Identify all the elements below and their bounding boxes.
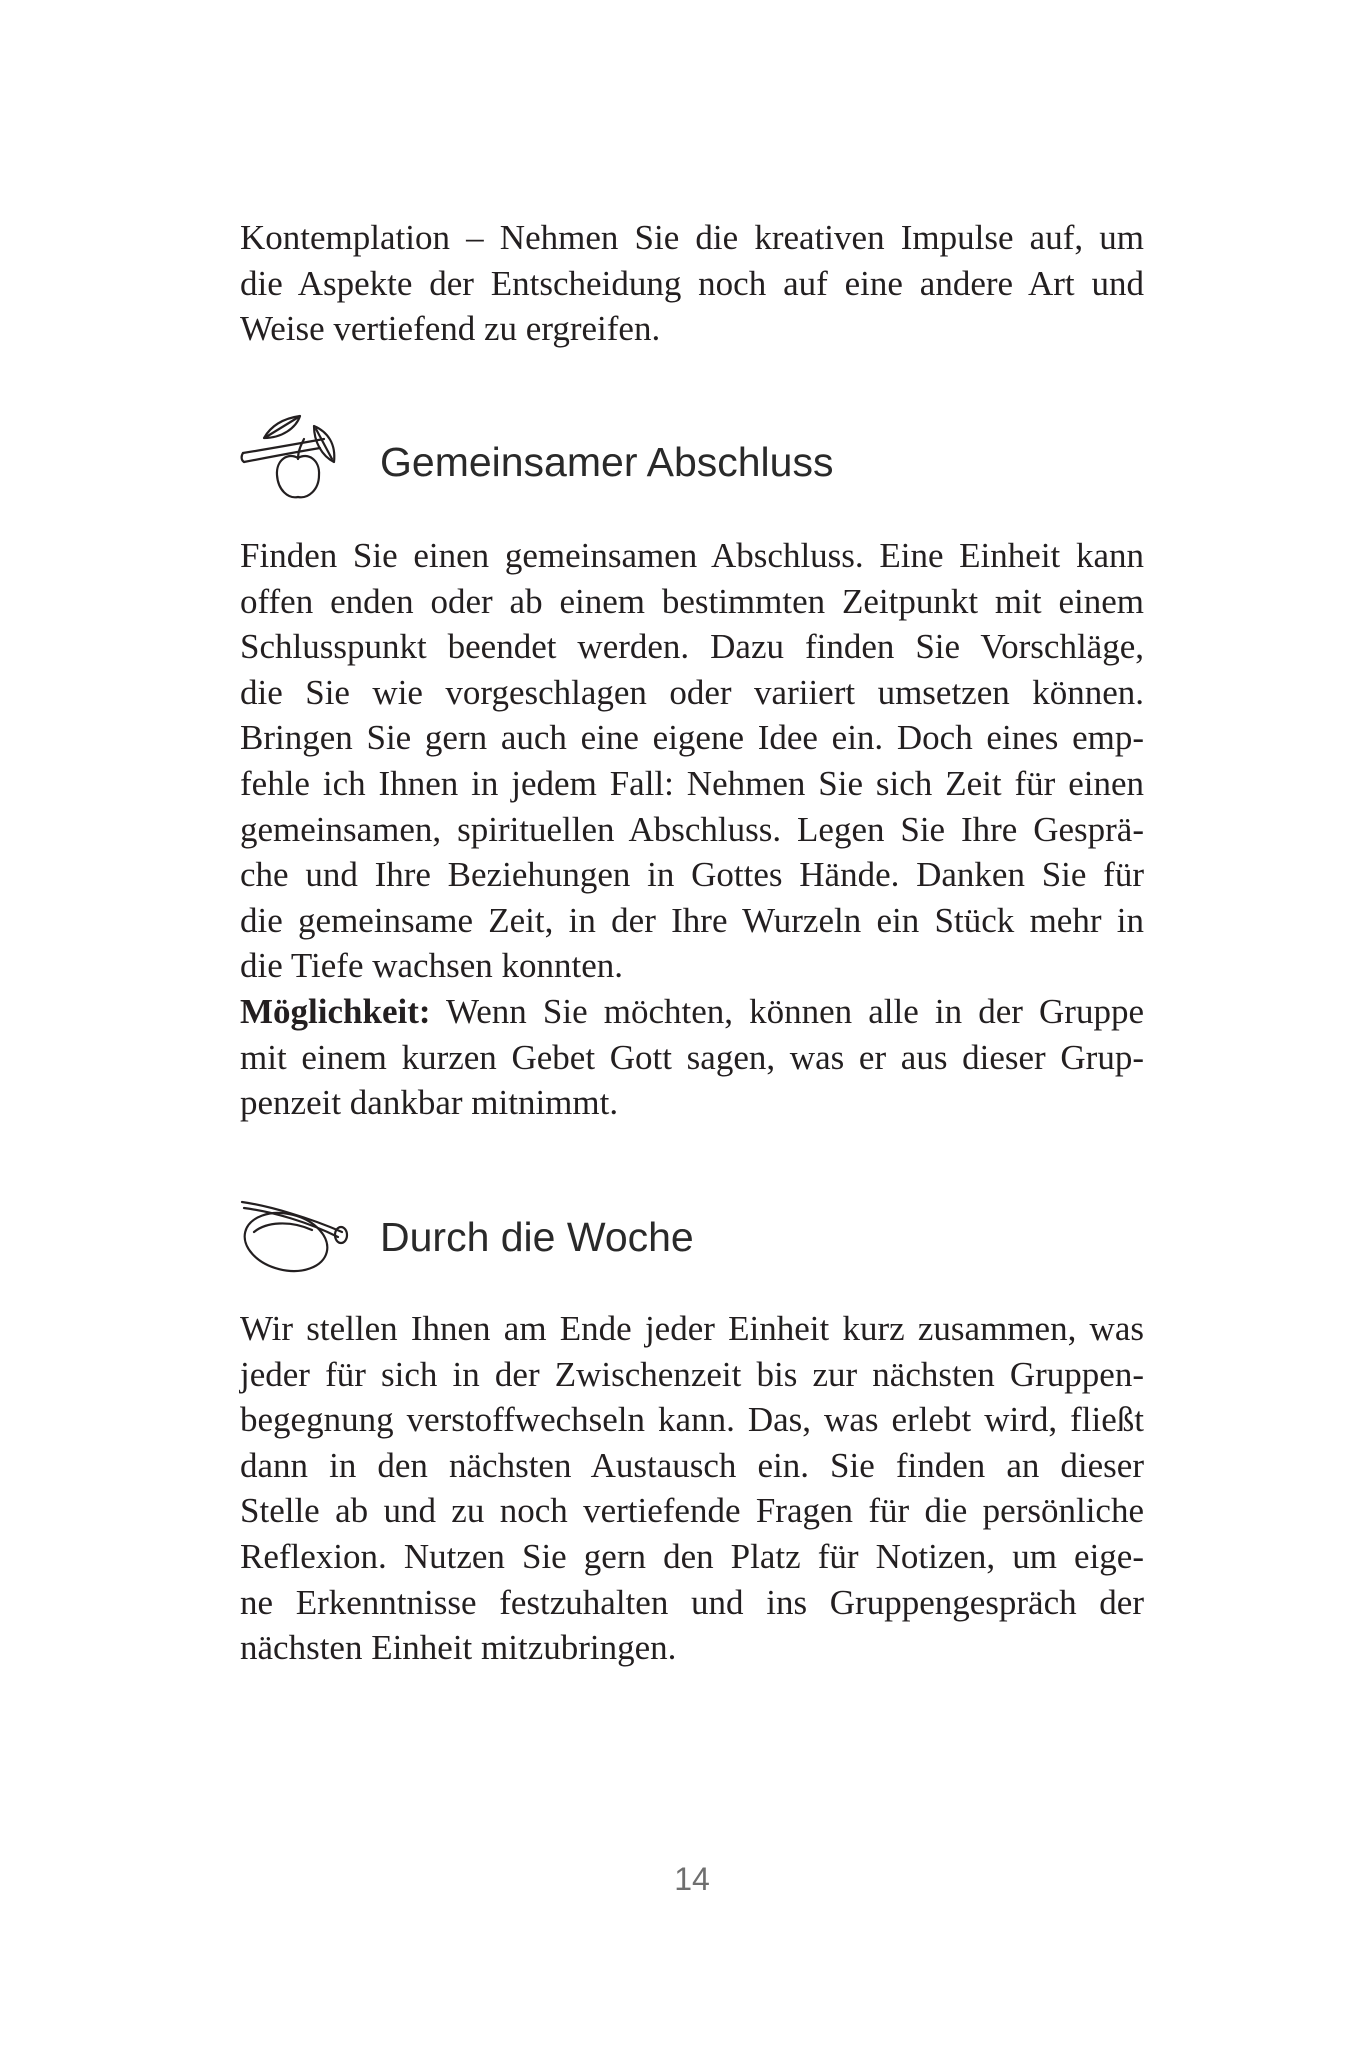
section-title-weekly: Durch die Woche: [380, 1214, 694, 1260]
text-line: Stelle ab und zu noch vertiefende Fragen für die persönliche: [240, 1491, 1144, 1531]
bean-pen-icon: [240, 1196, 352, 1278]
text-line: penzeit dankbar mitnimmt.: [240, 1083, 619, 1123]
closing-paragraph: [240, 533, 1144, 1126]
text-line: Schlusspunkt beendet werden. Dazu finden Sie Vorschläge,: [240, 627, 1144, 667]
tip-line: [240, 989, 1144, 1035]
text-line: ne Erkenntnisse festzuhalten und ins Gruppengespräch der: [240, 1582, 1144, 1622]
text-line: offen enden oder ab einem bestimmten Zeitpunkt mit einem: [240, 581, 1144, 621]
text-line: Finden Sie einen gemeinsamen Abschluss. Eine Einheit kann: [240, 536, 1144, 575]
tip-text: Wenn Sie möchten, können alle in der Gruppe: [446, 991, 1144, 1031]
tip-label: Möglichkeit:: [240, 991, 431, 1031]
weekly-paragraph: [240, 1306, 1144, 1671]
text-line: Bringen Sie gern auch eine eigene Idee ein. Doch eines emp-: [240, 718, 1144, 758]
text-line: die gemeinsame Zeit, in der Ihre Wurzeln ein Stück mehr in: [240, 900, 1144, 940]
text-line: che und Ihre Beziehungen in Gottes Hände. Danken Sie für: [240, 855, 1144, 895]
intro-paragraph: [240, 215, 1144, 352]
text-line: nächsten Einheit mitzubringen.: [240, 1628, 677, 1668]
text-line: gemeinsamen, spirituellen Abschluss. Legen Sie Ihre Gesprä-: [240, 809, 1144, 849]
text-line: die Tiefe wachsen konnten.: [240, 946, 623, 986]
text-line: die Sie wie vorgeschlagen oder variiert umsetzen können.: [240, 672, 1144, 712]
text-line: Weise vertiefend zu ergreifen.: [240, 309, 661, 349]
text-line: jeder für sich in der Zwischenzeit bis zur nächsten Gruppen-: [240, 1354, 1144, 1394]
text-line: Kontemplation – Nehmen Sie die kreativen Impulse auf, um: [240, 218, 1144, 257]
text-line: Wir stellen Ihnen am Ende jeder Einheit kurz zusammen, was: [240, 1309, 1144, 1348]
page-number: 14: [674, 1861, 710, 1897]
apple-branch-icon: [240, 412, 346, 504]
text-line: mit einem kurzen Gebet Gott sagen, was er aus dieser Grup-: [240, 1037, 1144, 1077]
text-line: die Aspekte der Entscheidung noch auf eine andere Art und: [240, 263, 1144, 303]
text-line: begegnung verstoffwechseln kann. Das, was erlebt wird, fließt: [240, 1400, 1144, 1440]
section-title-closing: Gemeinsamer Abschluss: [380, 439, 834, 485]
text-line: fehle ich Ihnen in jedem Fall: Nehmen Sie sich Zeit für einen: [240, 763, 1144, 803]
text-line: Reflexion. Nutzen Sie gern den Platz für Notizen, um eige-: [240, 1536, 1144, 1576]
text-line: dann in den nächsten Austausch ein. Sie finden an dieser: [240, 1445, 1144, 1485]
